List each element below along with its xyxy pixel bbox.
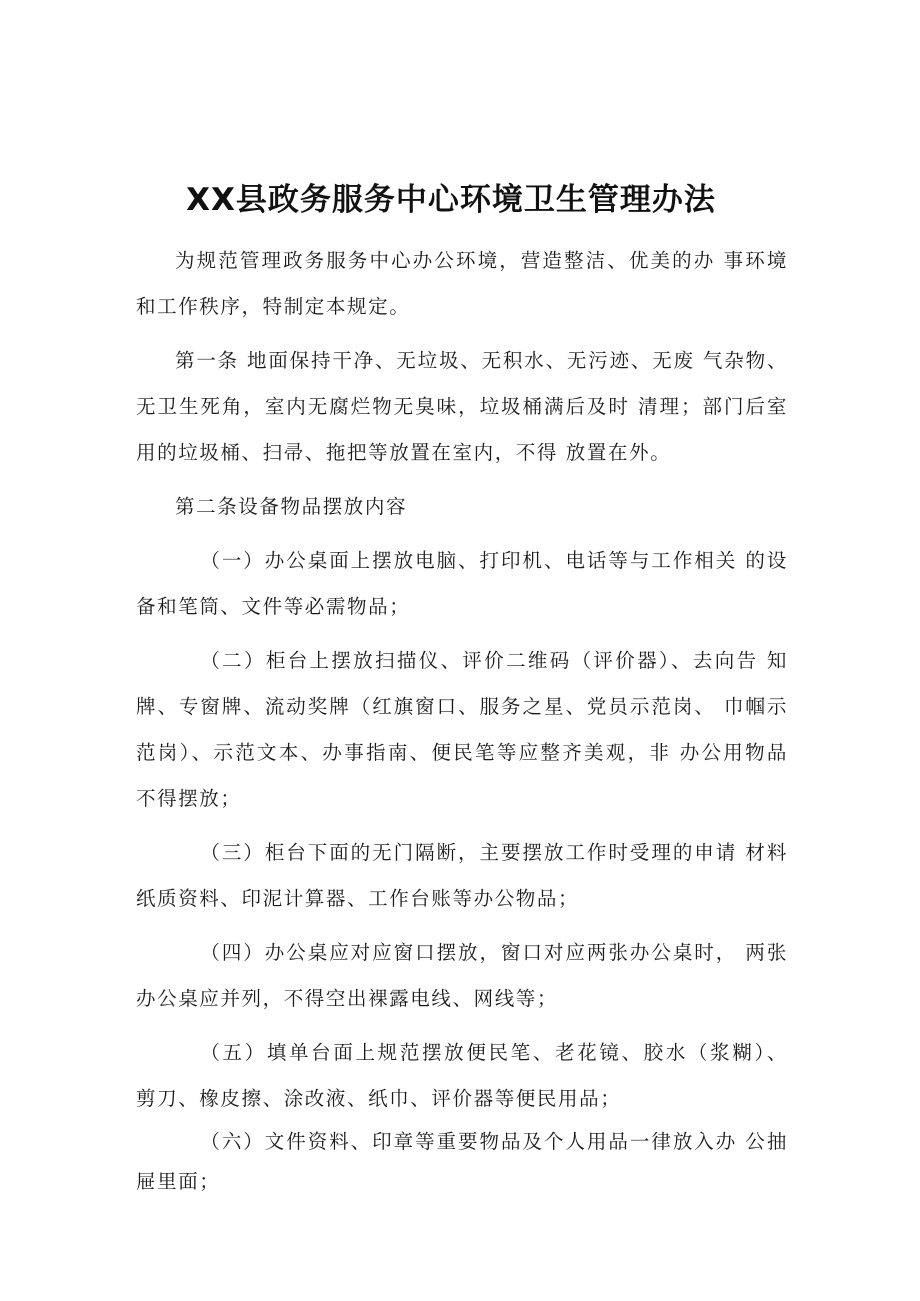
- document-title: XX县政务服务中心环境卫生管理办法: [186, 182, 716, 218]
- intro-paragraph: 为规范管理政务服务中心办公环境，营造整洁、优美的办 事环境和工作秩序，特制定本规定。: [136, 249, 788, 318]
- article-2-heading: 第二条设备物品摆放内容: [175, 495, 408, 518]
- article-1-paragraph: 第一条 地面保持干净、无垃圾、无积水、无污迹、无废 气杂物、无卫生死角，室内无腐烂物无臭味，垃圾桶满后及时 清理；部门后室用的垃圾桶、扫帚、拖把等放置在室内，不得 放置在外。: [136, 349, 788, 464]
- item-4-paragraph: （四）办公桌应对应窗口摆放，窗口对应两张办公桌时， 两张办公桌应并列，不得空出裸露电线、网线等；: [136, 941, 788, 1010]
- item-1-paragraph: （一）办公桌面上摆放电脑、打印机、电话等与工作相关 的设备和笔筒、文件等必需物品；: [136, 549, 788, 618]
- item-3-paragraph: （三）柜台下面的无门隔断，主要摆放工作时受理的申请 材料纸质资料、印泥计算器、工作台账等办公物品；: [136, 841, 788, 910]
- item-2-paragraph: （二）柜台上摆放扫描仪、评价二维码（评价器）、去向告 知牌、专窗牌、流动奖牌（红旗窗口、服务之星、党员示范岗、 巾帼示范岗）、示范文本、办事指南、便民笔等应整齐美观，非 办公用物品不得摆放；: [136, 649, 788, 810]
- item-6-paragraph: （六）文件资料、印章等重要物品及个人用品一律放入办 公抽屉里面；: [136, 1130, 788, 1193]
- document-body: [136, 238, 788, 1202]
- item-5-paragraph: （五）填单台面上规范摆放便民笔、老花镜、胶水（浆糊）、 剪刀、橡皮擦、涂改液、纸巾、评价器等便民用品；: [136, 1041, 788, 1110]
